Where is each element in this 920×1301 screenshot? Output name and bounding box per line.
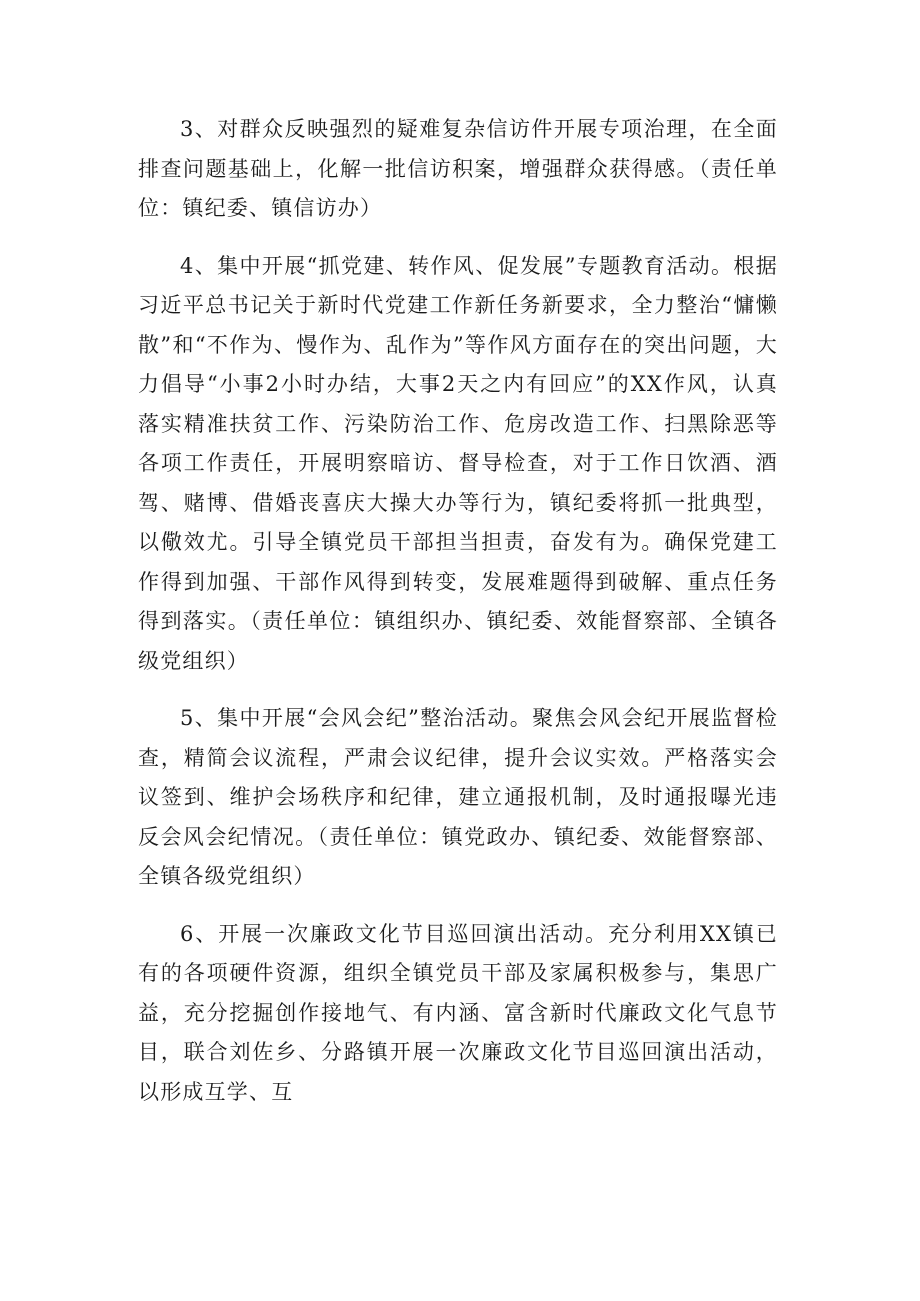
paragraph-item-4: 4、集中开展“抓党建、转作风、促发展”专题教育活动。根据习近平总书记关于新时代党建工作新任务新要求，全力整治“慵懒散”和“不作为、慢作为、乱作为”等作风方面存在的突出问题，大力倡导“小事2小时办结，大事2天之内有回应”的XX作风，认真落实精准扶贫工作、污染防治工作、危房改造工作、扫黑除恶等各项工作责任，开展明察暗访、督导检查，对于工作日饮酒、酒驾、赌博、借婚丧喜庆大操大办等行为，镇纪委将抓一批典型，以儆效尤。引导全镇党员干部担当担责，奋发有为。确保党建工作得到加强、干部作风得到转变，发展难题得到破解、重点任务得到落实。（责任单位：镇组织办、镇纪委、效能督察部、全镇各级党组织） <box>138 253 778 673</box>
paragraph-item-5: 5、集中开展“会风会纪”整治活动。聚焦会风会纪开展监督检查，精简会议流程，严肃会议纪律，提升会议实效。严格落实会议签到、维护会场秩序和纪律，建立通报机制，及时通报曝光违反会风会纪情况。（责任单位：镇党政办、镇纪委、效能督察部、全镇各级党组织） <box>138 706 778 888</box>
paragraph-item-6: 6、开展一次廉政文化节目巡回演出活动。充分利用XX镇已有的各项硬件资源，组织全镇党员干部及家属积极参与，集思广益，充分挖掘创作接地气、有内涵、富含新时代廉政文化气息节目，联合刘佐乡、分路镇开展一次廉政文化节目巡回演出活动，以形成互学、互 <box>138 921 778 1104</box>
paragraph-item-3: 3、对群众反映强烈的疑难复杂信访件开展专项治理，在全面排查问题基础上，化解一批信访积案，增强群众获得感。（责任单位：镇纪委、镇信访办） <box>138 117 778 220</box>
document-body <box>138 110 778 1130</box>
